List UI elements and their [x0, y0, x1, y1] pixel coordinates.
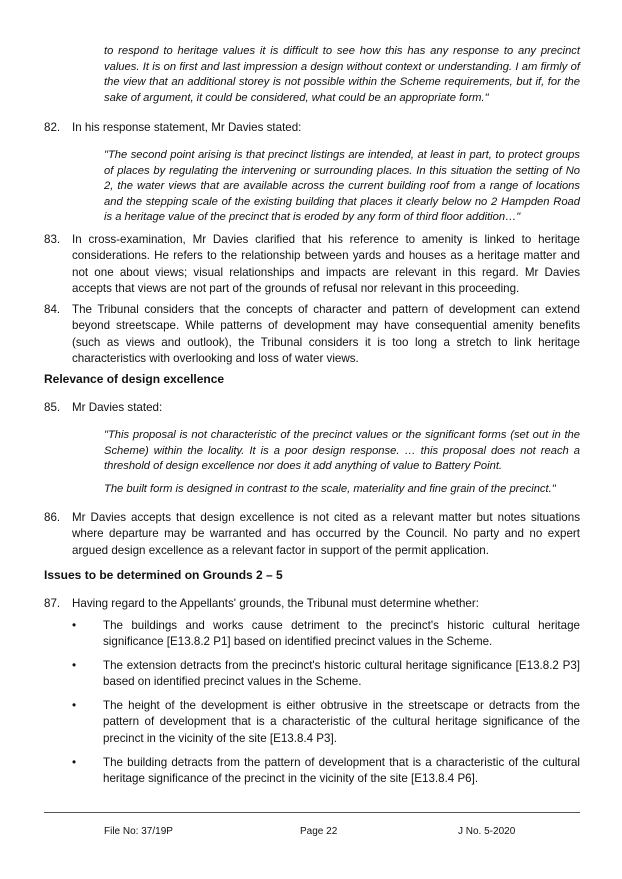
paragraph-86: [44, 510, 580, 559]
paragraph-number: 84.: [44, 303, 61, 316]
footer-page-number: Page 22: [300, 826, 338, 837]
paragraph-number: 85.: [44, 401, 61, 414]
bullet-marker: •: [72, 619, 77, 632]
quote-82: "The second point arising is that precinct listings are intended, at least in part, to protect groups of places by regulating the intervening or surrounding places. In this situation the setting of No 2, the water views that are available across the current building roof from a range of locations and the stepping scale of the existing building that places it clearly below no 2 Hampden Road is a heritage value of the precinct that is eroded by any form of third floor addition…": [104, 149, 580, 223]
footer-divider: [44, 812, 580, 813]
paragraph-number: 87.: [44, 597, 61, 610]
bullet-text: The extension detracts from the precinct's historic cultural heritage significance [E13.8.2 P3] based on identified precinct values in the Scheme.: [103, 659, 580, 689]
footer-file-number: File No: 37/19P: [104, 826, 173, 837]
bullet-text: The buildings and works cause detriment to the precinct's historic cultural heritage significance [E13.8.2 P1] based on identified precinct values in the Scheme.: [103, 619, 580, 649]
paragraph-text: Mr Davies stated:: [72, 401, 163, 414]
paragraph-text: Mr Davies accepts that design excellence is not cited as a relevant matter but notes situations where departure may be warranted and has occurred by the Council. No party and no expert argued design excellence as a relevant factor in support of the permit application.: [72, 511, 580, 557]
bullet-text: The height of the development is either obtrusive in the streetscape or detracts from the pattern of development that is a characteristic of the cultural heritage significance of the precinct in the vicinity of the site [E13.8.4 P3].: [103, 699, 580, 745]
bullet-marker: •: [72, 756, 77, 769]
bullet-marker: •: [72, 699, 77, 712]
paragraph-85: [44, 400, 580, 416]
paragraph-number: 86.: [44, 511, 61, 524]
bullet-marker: •: [72, 659, 77, 672]
quote-85-part2: The built form is designed in contrast to the scale, materiality and fine grain of the precinct.": [104, 483, 556, 495]
paragraph-87: [44, 596, 580, 612]
paragraph-number: 83.: [44, 233, 61, 246]
paragraph-text: In cross-examination, Mr Davies clarified that his reference to amenity is linked to heritage considerations. He refers to the relationship between yards and houses as a heritage matter and not one about views; visual relationships and impacts are relevant in this regard. Mr Davies accepts that views are not part of the grounds of refusal nor relevant in this proceeding.: [72, 233, 580, 296]
paragraph-text: In his response statement, Mr Davies stated:: [72, 121, 302, 134]
section-heading-design-excellence: Relevance of design excellence: [44, 372, 225, 386]
bullet-item: [72, 658, 580, 691]
bullet-item: [72, 618, 580, 651]
bullet-item: [72, 755, 580, 788]
section-heading-issues: Issues to be determined on Grounds 2 – 5: [44, 568, 283, 582]
paragraph-text: Having regard to the Appellants' grounds, the Tribunal must determine whether:: [72, 597, 479, 610]
bullet-item: [72, 698, 580, 747]
paragraph-82: [44, 120, 580, 136]
bullet-text: The building detracts from the pattern of development that is a characteristic of the cultural heritage significance of the precinct in the vicinity of the site [E13.8.4 P6].: [103, 756, 580, 786]
paragraph-number: 82.: [44, 121, 61, 134]
footer-judgment-number: J No. 5-2020: [458, 826, 516, 837]
paragraph-84: [44, 302, 580, 368]
paragraph-83: [44, 232, 580, 298]
paragraph-text: The Tribunal considers that the concepts of character and pattern of development can extend beyond streetscape. While patterns of development may have consequential amenity benefits (such as views and outlook), the Tribunal considers it is too long a stretch to link heritage characteristics with overlooking and loss of water views.: [72, 303, 580, 366]
quote-continued: to respond to heritage values it is difficult to see how this has any response to any precinct values. It is on first and last impression a design without context or understanding. I am firmly of the view that an additional storey is not possible within the Scheme requirements, but if, for the sake of argument, it could be considered, what could be an appropriate form.": [104, 45, 580, 104]
quote-85-part1: "This proposal is not characteristic of the precinct values or the significant forms (set out in the Scheme) within the locality. It is a poor design response. … this proposal does not reach a threshold of design excellence nor does it add anything of value to Battery Point.: [104, 429, 580, 472]
